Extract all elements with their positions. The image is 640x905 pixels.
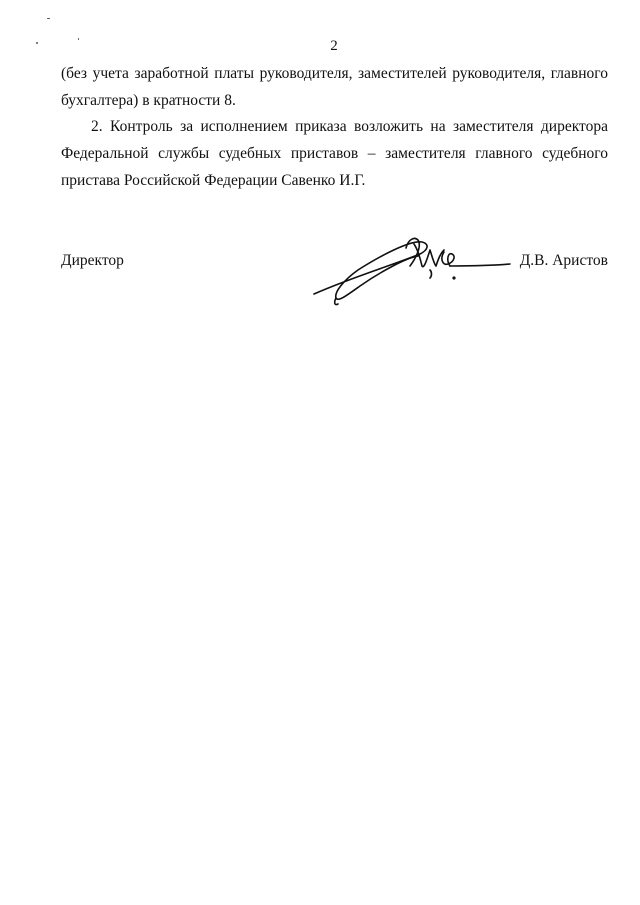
page-number: 2 (330, 38, 338, 54)
signatory-name: Д.В. Аристов (519, 252, 608, 269)
paragraph-control-clause: 2. Контроль за исполнением приказа возложить на заместителя директора Федеральной службы судебных приставов – заместителя главного судебного пристава Российской Федерации Савенко И.Г. (61, 118, 608, 189)
scan-speck (47, 18, 50, 19)
paragraph-continuation: (без учета заработной платы руководителя, заместителей руководителя, главного бухгалтера) в кратности 8. (61, 65, 608, 109)
handwritten-signature-icon (310, 226, 520, 310)
signatory-title: Директор (61, 252, 124, 269)
